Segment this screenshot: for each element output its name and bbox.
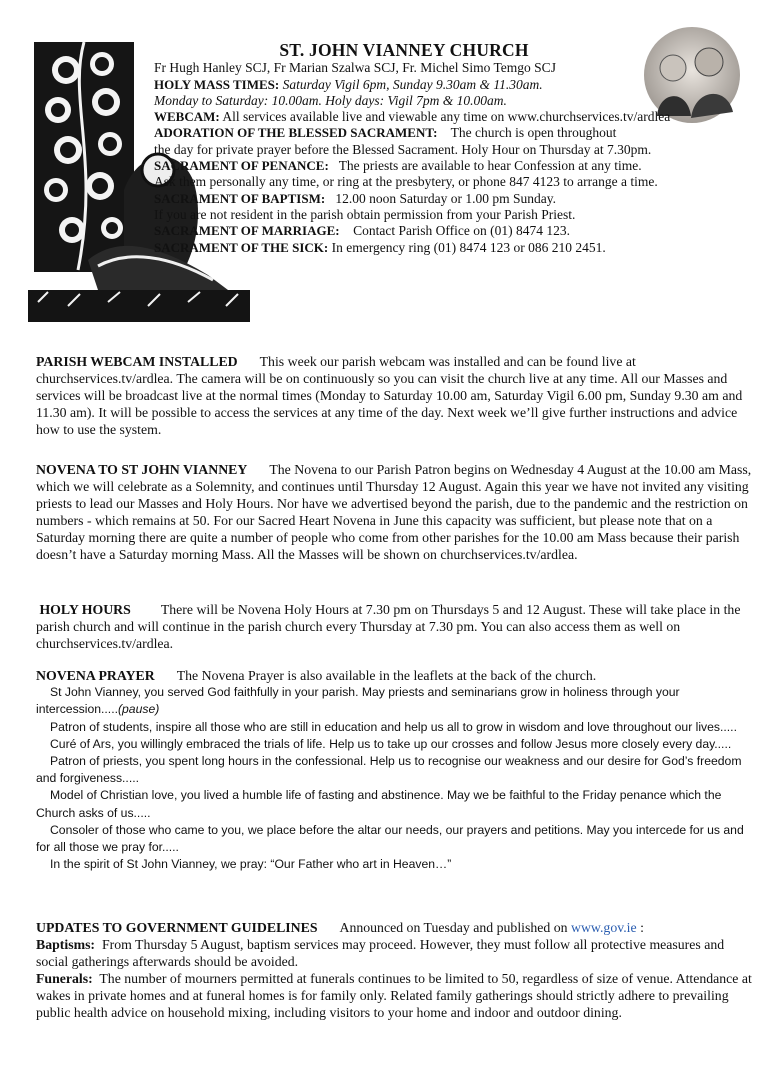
- prayer-line: Model of Christian love, you lived a humble life of fasting and abstinence. May we be faithful to the Friday penance which the Church asks of us.....: [36, 788, 722, 820]
- penance-label: SACRAMENT OF PENANCE:: [154, 158, 329, 174]
- webcam-body: This week our parish webcam was installed and can be found live at churchservices.tv/ardlea. The camera will be on continuously so you can visit the church live at any time. All our Masses and services will be broadcast live at the normal times (Monday to Saturday 10.00 am, Saturday Vigil 6.00 pm, Sunday 9.30 am and 11.30 am). It will be possible to access the services at any time of the day. Next week we’ll give further instructions and advice how to use the system.: [36, 354, 743, 438]
- webcam-label: WEBCAM:: [154, 109, 220, 125]
- prayer-line: St John Vianney, you served God faithfully in your parish. May priests and seminarians grow in holiness through your intercession.....(pause): [36, 685, 680, 717]
- adoration-text-2: the day for private prayer before the Blessed Sacrament. Holy Hour on Thursday at 7.30pm.: [154, 141, 652, 157]
- baptism-text-2: If you are not resident in the parish obtain permission from your Parish Priest.: [154, 206, 576, 222]
- church-info-header: [154, 42, 754, 256]
- novena-body: The Novena to our Parish Patron begins on Wednesday 4 August at the 10.00 am Mass, which we will celebrate as a Solemnity, and continues until Thursday 12 August. Again this year we have not invited any visiting priests to lead our Masses and Holy Hours. Nor have we advertised beyond the parish, due to the pandemic and the restriction on numbers - which remains at 50. For our Sacred Heart Novena in June this capacity was sufficient, but please note that on a Saturday morning there are quite a number of people who come from other parishes for the 10.00 am Mass because their parish doesn’t have a Saturday morning Mass. All the Masses will be shown on churchservices.tv/ardlea.: [36, 462, 752, 563]
- guidelines-intro: Announced on Tuesday and published on: [339, 920, 568, 935]
- marriage-label: SACRAMENT OF MARRIAGE:: [154, 223, 340, 239]
- marriage-text: Contact Parish Office on (01) 8474 123.: [353, 223, 570, 239]
- baptisms-label: Baptisms:: [36, 937, 96, 953]
- church-title: ST. JOHN VIANNEY CHURCH: [279, 40, 529, 60]
- holy-hours-section: [36, 601, 752, 652]
- prayer-intro: The Novena Prayer is also available in the leaflets at the back of the church.: [176, 668, 597, 683]
- webcam-heading: PARISH WEBCAM INSTALLED: [36, 354, 238, 369]
- guidelines-section: UPDATES TO GOVERNMENT GUIDELINES Announced on Tuesday and published on www.gov.ie : Baptisms: From Thursday 5 August, baptism services may proceed. However, they must follow all protective measures and social gatherings afterwards should be avoided. Funerals: The number of mourners permitted at funerals continues to be limited to 50, regardless of size of venue. Attendance at wakes in private homes and at funeral homes is for family only. Related family gatherings should strictly adhere to prevailing public health advice on household mixing, including visitors to your home and indoor and outdoor dining.: [36, 920, 752, 1021]
- baptisms-text: From Thursday 5 August, baptism services may proceed. However, they must follow all protective measures and social gatherings afterwards should be avoided.: [36, 937, 725, 970]
- sick-label: SACRAMENT OF THE SICK:: [154, 239, 329, 255]
- prayer-heading: NOVENA PRAYER: [36, 668, 155, 683]
- gov-ie-link[interactable]: www.gov.ie: [570, 920, 637, 935]
- novena-heading: NOVENA TO ST JOHN VIANNEY: [36, 462, 248, 477]
- funerals-label: Funerals:: [36, 971, 93, 987]
- mass-times-text: Saturday Vigil 6pm, Sunday 9.30am & 11.30am.: [282, 76, 543, 92]
- prayer-line: Curé of Ars, you willingly embraced the trials of life. Help us to take up our crosses and follow Jesus more closely every day.....: [50, 736, 732, 751]
- prayer-line: Consoler of those who came to you, we place before the altar our needs, our prayers and petitions. May you intercede for us and for all those we pray for.....: [36, 822, 744, 854]
- prayer-line: Patron of students, inspire all those who are still in education and help us all to grow in wisdom and love throughout our lives.....: [50, 719, 737, 734]
- penance-text: The priests are available to hear Confession at any time.: [338, 158, 642, 174]
- holy-hours-heading: HOLY HOURS: [39, 602, 131, 617]
- novena-prayer-section: [36, 667, 752, 873]
- baptism-label: SACRAMENT OF BAPTISM:: [154, 190, 326, 206]
- adoration-label: ADORATION OF THE BLESSED SACRAMENT:: [154, 125, 438, 141]
- guidelines-heading: UPDATES TO GOVERNMENT GUIDELINES: [36, 920, 318, 935]
- novena-section: [36, 461, 752, 564]
- sick-text: In emergency ring (01) 8474 123 or 086 210 2451.: [331, 239, 606, 255]
- prayer-lines: [36, 684, 752, 873]
- funerals-text: The number of mourners permitted at funerals continues to be limited to 50, regardless of size of venue. Attendance at wakes in private homes and at funeral homes is for family only. Related family gatherings should strictly adhere to prevailing public health advice on household mixing, including visitors to your home and indoor and outdoor dining.: [36, 971, 752, 1021]
- webcam-section: [36, 353, 752, 438]
- mass-times-label: HOLY MASS TIMES:: [154, 76, 280, 92]
- prayer-line: In the spirit of St John Vianney, we pray: “Our Father who art in Heaven…”: [50, 857, 452, 872]
- weekday-mass-times: Monday to Saturday: 10.00am. Holy days: Vigil 7pm & 10.00am.: [154, 92, 507, 108]
- prayer-line: Patron of priests, you spent long hours in the confessional. Help us to recognise our weakness and our desire for God’s freedom and forgiveness.....: [36, 753, 742, 786]
- webcam-text: All services available live and viewable any time on www.churchservices.tv/ardlea: [222, 109, 671, 125]
- baptism-text: 12.00 noon Saturday or 1.00 pm Sunday.: [335, 190, 557, 206]
- clergy-line: Fr Hugh Hanley SCJ, Fr Marian Szalwa SCJ, Fr. Michel Simo Temgo SCJ: [154, 60, 556, 76]
- adoration-text: The church is open throughout: [450, 125, 617, 141]
- holy-hours-body: There will be Novena Holy Hours at 7.30 pm on Thursdays 5 and 12 August. These will take place in the parish church and will continue in the parish church every Thursday at 7.30 pm. You can also access them as well on churchservices.tv/ardlea.: [36, 602, 741, 652]
- penance-text-2: Ask them personally any time, or ring at the presbytery, or phone 847 4123 to arrange a time.: [154, 174, 658, 190]
